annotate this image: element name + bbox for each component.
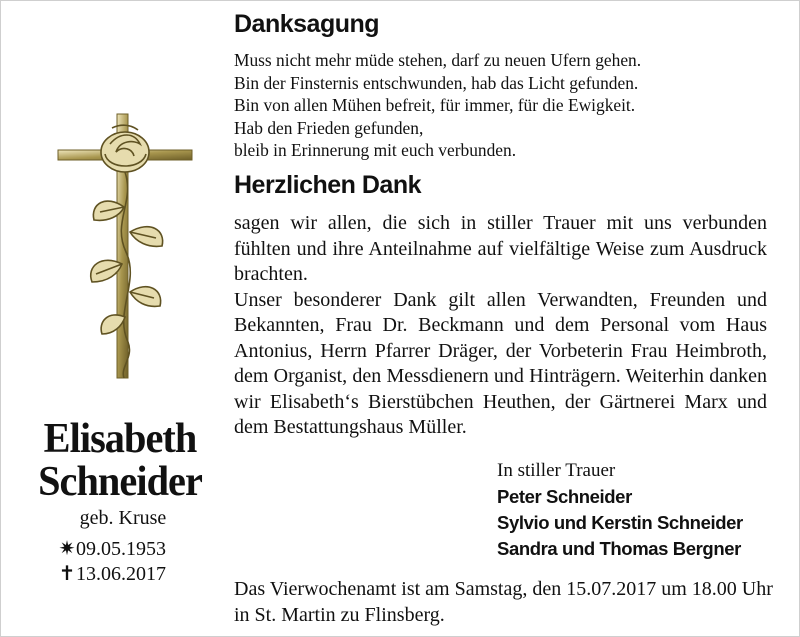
death-cross-icon: ✝ — [58, 563, 76, 585]
birth-date-row — [58, 536, 166, 561]
mourners-label: In stiller Trauer — [497, 460, 616, 481]
thanks-paragraph: sagen wir allen, die sich in stiller Trauer mit uns verbunden fühlten und ihre Anteilnahme auf vielfältige Weise zum Ausdruck brachten. — [234, 212, 767, 285]
death-date-row — [58, 561, 166, 586]
heading-danksagung: Danksagung — [234, 10, 380, 38]
poem-line: Bin der Finsternis entschwunden, hab das Licht gefunden. — [234, 72, 639, 93]
service-announcement: Das Vierwochenamt ist am Samstag, den 15.07.2017 um 18.00 Uhr in St. Martin zu Flinsberg. — [234, 578, 773, 626]
deceased-last-name: Schneider — [38, 459, 202, 505]
poem-line: Bin von allen Mühen befreit, für immer, für die Ewigkeit. — [234, 95, 636, 115]
deceased-first-name: Elisabeth — [43, 416, 197, 462]
mourner-name: Sylvio und Kerstin Schneider — [497, 512, 743, 533]
poem — [234, 49, 774, 162]
mourner-name: Peter Schneider — [497, 486, 632, 507]
thanks-text — [234, 211, 767, 441]
mourners-block — [497, 458, 787, 562]
poem-line: Hab den Frieden gefunden, — [234, 117, 424, 138]
mourner-name: Sandra und Thomas Bergner — [497, 538, 741, 559]
poem-line: bleib in Erinnerung mit euch verbunden. — [234, 140, 517, 160]
death-date: 13.06.2017 — [76, 563, 166, 585]
cross-with-rose-icon — [50, 112, 200, 382]
birth-date: 09.05.1953 — [76, 538, 166, 560]
birth-star-icon: ✷ — [58, 538, 76, 560]
thanks-paragraph: Unser besonderer Dank gilt allen Verwandten, Freunden und Bekannten, Frau Dr. Beckmann und dem Personal vom Haus Antonius, Herrn Pfarrer Dräger, der Vorbeterin Frau Heimbroth, dem Organist, den Messdienern und Hinträgern. Weiterhin danken wir Elisabeth‘s Bierstübchen Heuthen, der Gärtnerei Marx und dem Bestattungshaus Müller. — [234, 288, 767, 438]
maiden-name: geb. Kruse — [79, 507, 167, 529]
heading-herzlichen-dank: Herzlichen Dank — [234, 171, 422, 199]
poem-line: Muss nicht mehr müde stehen, darf zu neuen Ufern gehen. — [234, 50, 642, 70]
